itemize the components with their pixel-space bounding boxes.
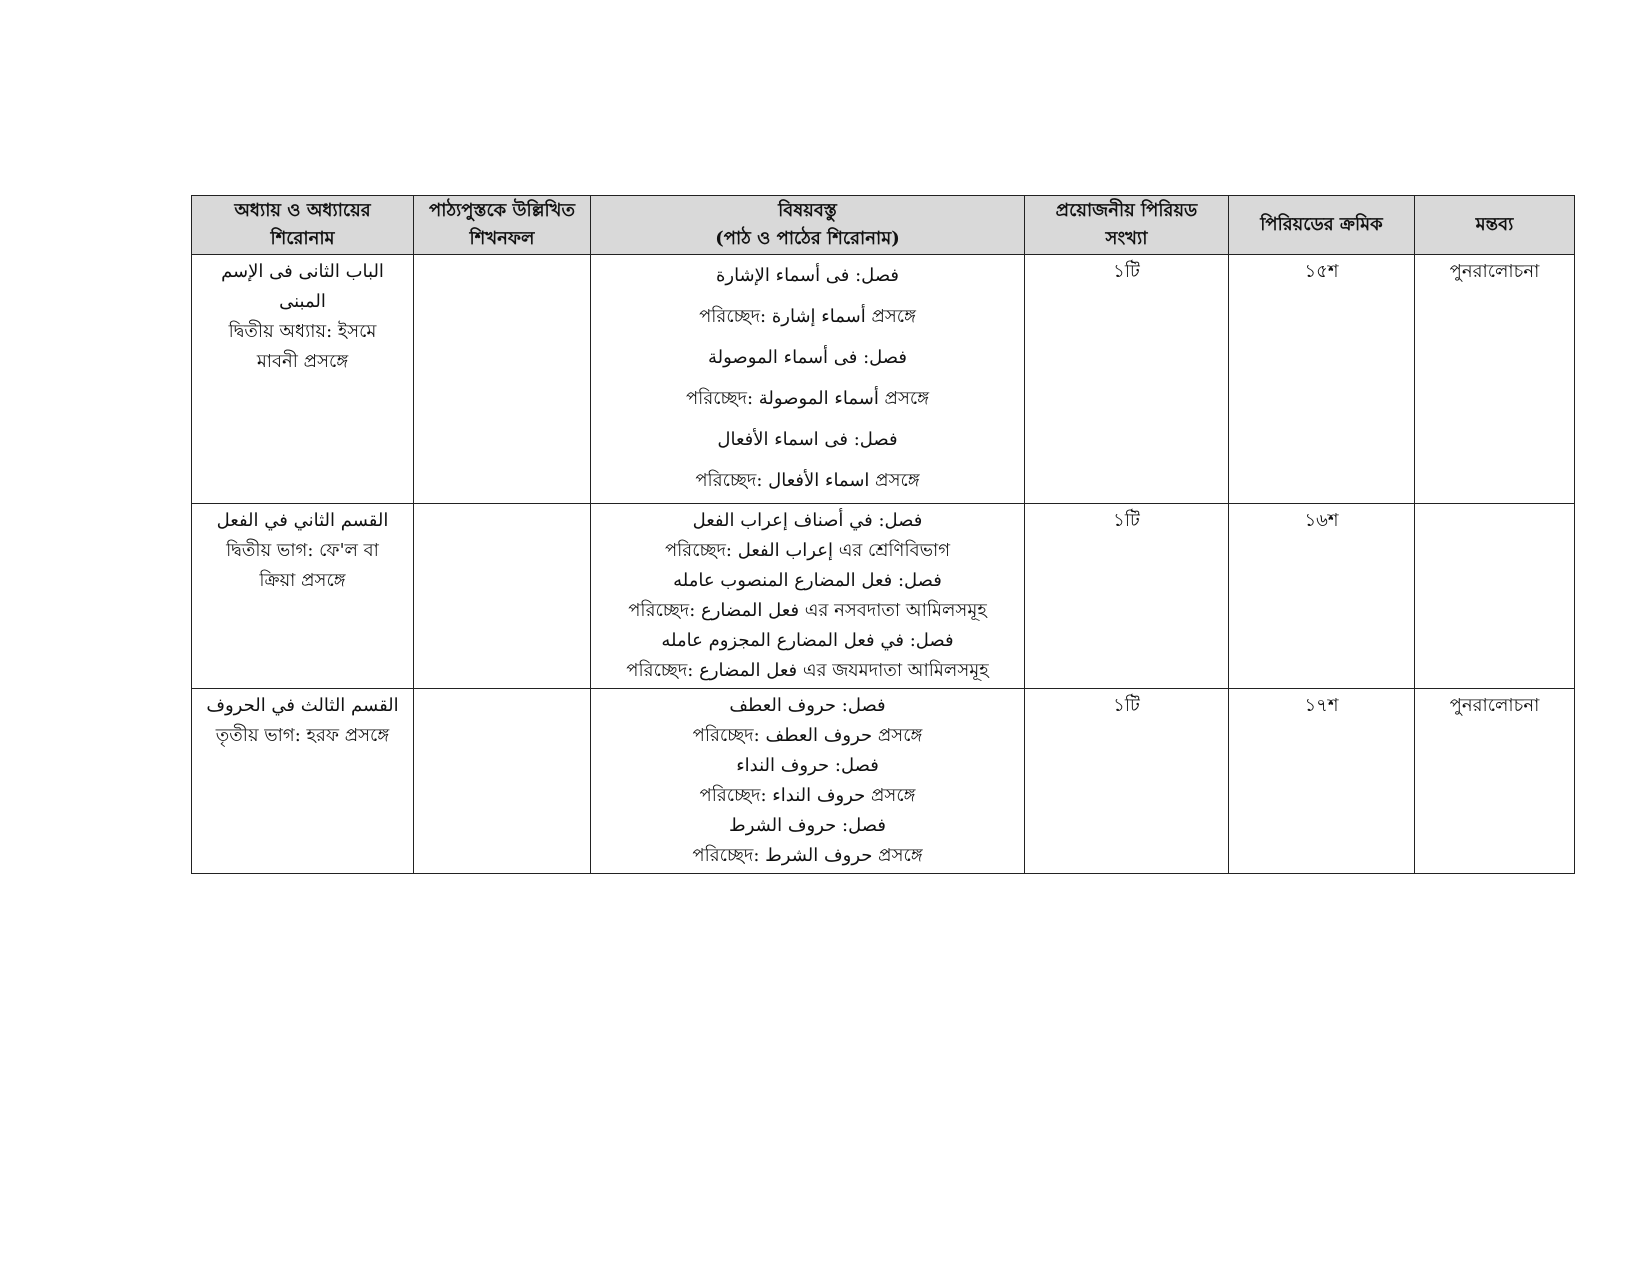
table-row: [192, 255, 1575, 504]
header-serial: পিরিয়ডের ক্রমিক: [1229, 196, 1415, 255]
header-content: বিষয়বস্তু (পাঠ ও পাঠের শিরোনাম): [591, 196, 1025, 255]
outcome-cell: [414, 255, 591, 504]
outcome-cell: [414, 689, 591, 874]
table-row: [192, 504, 1575, 689]
periods-cell: ১টি: [1025, 255, 1229, 504]
content-cell: فصل: في أصناف إعراب الفعل পরিচ্ছেদ: إعراب الفعل এর শ্রেণিবিভাগ فصل: فعل المضارع المنصوب عامله পরিচ্ছেদ: فعل المضارع এর নসবদাতা আমিলসমূহ فصل: في فعل المضارع المجزوم عامله পরিচ্ছেদ: فعل المضارع এর জযমদাতা আমিলসমূহ: [591, 504, 1025, 689]
header-outcome: পাঠ্যপুস্তকে উল্লিখিত শিখনফল: [414, 196, 591, 255]
periods-cell: ১টি: [1025, 504, 1229, 689]
header-chapter: অধ্যায় ও অধ্যায়ের শিরোনাম: [192, 196, 414, 255]
periods-cell: ১টি: [1025, 689, 1229, 874]
remarks-cell: পুনরালোচনা: [1415, 255, 1575, 504]
chapter-cell: القسم الثالث في الحروف তৃতীয় ভাগ: হরফ প্রসঙ্গে: [192, 689, 414, 874]
chapter-cell: الباب الثانى فى الإسم المبنى দ্বিতীয় অধ্যায়: ইসমে মাবনী প্রসঙ্গে: [192, 255, 414, 504]
serial-cell: ১৫শ: [1229, 255, 1415, 504]
remarks-cell: পুনরালোচনা: [1415, 689, 1575, 874]
outcome-cell: [414, 504, 591, 689]
chapter-cell: القسم الثاني في الفعل দ্বিতীয় ভাগ: ফে'ল বা ক্রিয়া প্রসঙ্গে: [192, 504, 414, 689]
content-cell: فصل: فى أسماء الإشارة পরিচ্ছেদ: أسماء إشارة প্রসঙ্গে فصل: فى أسماء الموصولة পরিচ্ছেদ: أسماء الموصولة প্রসঙ্গে فصل: فى اسماء الأفعال পরিচ্ছেদ: اسماء الأفعال প্রসঙ্গে: [591, 255, 1025, 504]
serial-cell: ১৬শ: [1229, 504, 1415, 689]
table-header-row: [192, 196, 1575, 255]
table-row: [192, 689, 1575, 874]
header-periods: প্রয়োজনীয় পিরিয়ড সংখ্যা: [1025, 196, 1229, 255]
lesson-plan-table: [191, 195, 1575, 874]
content-cell: فصل: حروف العطف পরিচ্ছেদ: حروف العطف প্রসঙ্গে فصل: حروف النداء পরিচ্ছেদ: حروف النداء প্রসঙ্গে فصل: حروف الشرط পরিচ্ছেদ: حروف الشرط প্রসঙ্গে: [591, 689, 1025, 874]
serial-cell: ১৭শ: [1229, 689, 1415, 874]
remarks-cell: [1415, 504, 1575, 689]
header-remarks: মন্তব্য: [1415, 196, 1575, 255]
